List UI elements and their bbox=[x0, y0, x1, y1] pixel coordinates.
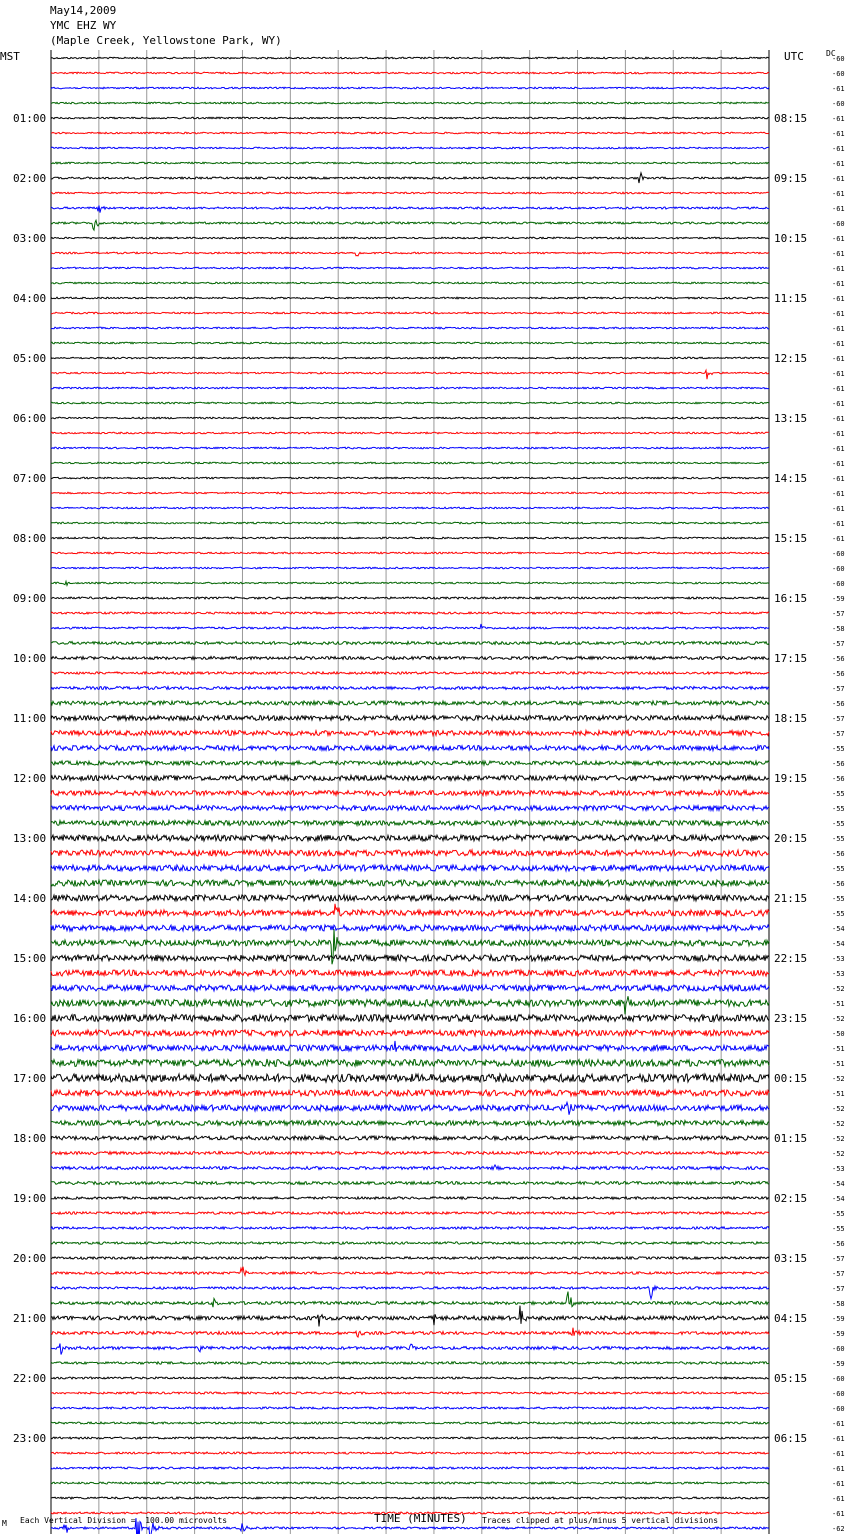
right-hour-label: 12:15 bbox=[774, 352, 808, 365]
dc-offset-label: -60 bbox=[832, 1390, 845, 1398]
dc-offset-label: -56 bbox=[832, 850, 845, 858]
seismic-trace-row bbox=[51, 267, 769, 269]
seismic-trace-row bbox=[51, 477, 769, 479]
dc-offset-label: -57 bbox=[832, 1270, 845, 1278]
left-hour-label: 13:00 bbox=[13, 832, 47, 845]
seismic-trace-row bbox=[51, 731, 769, 736]
seismic-trace-row bbox=[51, 1059, 769, 1067]
right-hour-label: 08:15 bbox=[774, 112, 808, 125]
seismic-trace-row bbox=[51, 297, 769, 299]
dc-offset-label: -50 bbox=[832, 1030, 845, 1038]
dc-offset-label: -53 bbox=[832, 970, 845, 978]
right-hour-label: 00:15 bbox=[774, 1072, 808, 1085]
seismic-trace-row bbox=[51, 192, 769, 194]
seismic-trace-row bbox=[51, 342, 769, 344]
seismic-trace-row bbox=[51, 387, 769, 389]
dc-offset-label: -55 bbox=[832, 835, 845, 843]
dc-offset-label: -61 bbox=[832, 235, 845, 243]
seismic-trace-row bbox=[51, 507, 769, 509]
seismic-trace-row bbox=[51, 672, 769, 674]
left-hour-label: 08:00 bbox=[13, 532, 47, 545]
seismic-trace-row bbox=[51, 865, 769, 871]
dc-offset-header: DC bbox=[826, 49, 836, 58]
right-hour-label: 20:15 bbox=[774, 832, 808, 845]
dc-offset-label: -59 bbox=[832, 595, 845, 603]
seismic-trace-row bbox=[51, 904, 769, 916]
dc-offset-label: -55 bbox=[832, 895, 845, 903]
dc-offset-label: -60 bbox=[832, 1405, 845, 1413]
right-hour-label: 19:15 bbox=[774, 772, 808, 785]
seismic-trace-row bbox=[51, 162, 769, 164]
left-hour-label: 15:00 bbox=[13, 952, 47, 965]
dc-offset-label: -60 bbox=[832, 220, 845, 228]
seismic-trace-row bbox=[51, 642, 769, 645]
dc-offset-label: -61 bbox=[832, 310, 845, 318]
seismic-trace-row bbox=[51, 173, 769, 183]
left-hour-label: 07:00 bbox=[13, 472, 47, 485]
seismic-trace-row bbox=[51, 970, 769, 976]
seismic-trace-row bbox=[51, 87, 769, 89]
dc-offset-label: -60 bbox=[832, 1375, 845, 1383]
left-hour-label: 23:00 bbox=[13, 1432, 47, 1445]
logo-mark: M bbox=[2, 1519, 7, 1528]
seismic-trace-row bbox=[51, 806, 769, 811]
dc-offset-label: -61 bbox=[832, 475, 845, 483]
left-hour-label: 06:00 bbox=[13, 412, 47, 425]
dc-offset-label: -60 bbox=[832, 580, 845, 588]
seismic-trace-row bbox=[51, 1437, 769, 1439]
right-hour-label: 05:15 bbox=[774, 1372, 808, 1385]
dc-offset-label: -59 bbox=[832, 1360, 845, 1368]
seismic-trace-row bbox=[51, 612, 769, 614]
left-hour-label: 17:00 bbox=[13, 1072, 47, 1085]
dc-offset-label: -61 bbox=[832, 355, 845, 363]
seismic-trace-row bbox=[51, 925, 769, 931]
dc-offset-label: -61 bbox=[832, 505, 845, 513]
dc-offset-label: -61 bbox=[832, 340, 845, 348]
seismic-trace-row bbox=[51, 1121, 769, 1126]
dc-offset-label: -61 bbox=[832, 85, 845, 93]
dc-offset-label: -60 bbox=[832, 55, 845, 63]
dc-offset-label: -61 bbox=[832, 1510, 845, 1518]
dc-offset-label: -61 bbox=[832, 130, 845, 138]
seismic-trace-row bbox=[51, 1242, 769, 1244]
seismic-trace-row bbox=[51, 220, 769, 230]
seismic-trace-row bbox=[51, 835, 769, 841]
right-hour-label: 09:15 bbox=[774, 172, 808, 185]
seismic-trace-row bbox=[51, 657, 769, 660]
x-axis-title: TIME (MINUTES) bbox=[374, 1512, 467, 1525]
dc-offset-label: -54 bbox=[832, 1180, 845, 1188]
seismic-trace-row bbox=[51, 370, 769, 379]
dc-offset-label: -61 bbox=[832, 400, 845, 408]
dc-offset-label: -58 bbox=[832, 1300, 845, 1308]
seismic-trace-row bbox=[51, 895, 769, 901]
scale-note: Each Vertical Division = 100.00 microvolts bbox=[20, 1516, 228, 1525]
right-hour-label: 21:15 bbox=[774, 892, 808, 905]
seismic-trace-row bbox=[51, 716, 769, 721]
dc-offset-label: -60 bbox=[832, 565, 845, 573]
dc-offset-label: -56 bbox=[832, 655, 845, 663]
seismic-trace-row bbox=[51, 117, 769, 119]
dc-offset-label: -56 bbox=[832, 880, 845, 888]
right-hour-label: 04:15 bbox=[774, 1312, 808, 1325]
header-station: YMC EHZ WY bbox=[50, 19, 117, 32]
dc-offset-label: -61 bbox=[832, 430, 845, 438]
dc-offset-label: -61 bbox=[832, 1450, 845, 1458]
right-hour-label: 15:15 bbox=[774, 532, 808, 545]
seismic-trace-row bbox=[51, 581, 769, 585]
dc-offset-label: -61 bbox=[832, 145, 845, 153]
left-hour-label: 11:00 bbox=[13, 712, 47, 725]
seismic-trace-row bbox=[51, 1377, 769, 1379]
seismic-trace-row bbox=[51, 252, 769, 256]
right-hour-label: 02:15 bbox=[774, 1192, 808, 1205]
seismic-traces bbox=[51, 57, 769, 1534]
dc-offset-label: -61 bbox=[832, 1420, 845, 1428]
seismic-trace-row bbox=[51, 624, 769, 629]
left-hour-label: 16:00 bbox=[13, 1012, 47, 1025]
seismic-trace-row bbox=[51, 1074, 769, 1082]
seismic-trace-row bbox=[51, 1344, 769, 1355]
right-hour-label: 11:15 bbox=[774, 292, 808, 305]
dc-offset-label: -61 bbox=[832, 460, 845, 468]
dc-offset-label: -61 bbox=[832, 190, 845, 198]
seismic-trace-row bbox=[51, 1182, 769, 1185]
seismic-trace-row bbox=[51, 1306, 769, 1327]
seismic-trace-row bbox=[51, 57, 769, 59]
dc-offset-label: -51 bbox=[832, 1045, 845, 1053]
seismic-trace-row bbox=[51, 1165, 769, 1170]
seismic-trace-row bbox=[51, 746, 769, 751]
seismic-trace-row bbox=[51, 402, 769, 404]
seismic-trace-row bbox=[51, 1152, 769, 1155]
dc-offset-label: -61 bbox=[832, 265, 845, 273]
dc-offset-label: -51 bbox=[832, 1000, 845, 1008]
dc-offset-label: -61 bbox=[832, 1435, 845, 1443]
seismic-trace-row bbox=[51, 447, 769, 449]
dc-offset-label: -61 bbox=[832, 445, 845, 453]
dc-offset-label: -55 bbox=[832, 745, 845, 753]
dc-offset-label: -61 bbox=[832, 280, 845, 288]
seismic-trace-row bbox=[51, 1362, 769, 1364]
seismic-trace-row bbox=[51, 282, 769, 284]
left-hour-label: 09:00 bbox=[13, 592, 47, 605]
dc-offset-label: -57 bbox=[832, 730, 845, 738]
seismic-trace-row bbox=[51, 1407, 769, 1409]
dc-offset-label: -57 bbox=[832, 685, 845, 693]
dc-offset-label: -55 bbox=[832, 865, 845, 873]
dc-offset-label: -52 bbox=[832, 1135, 845, 1143]
dc-offset-label: -60 bbox=[832, 70, 845, 78]
dc-offset-label: -61 bbox=[832, 520, 845, 528]
seismic-trace-row bbox=[51, 1422, 769, 1424]
seismic-trace-row bbox=[51, 462, 769, 464]
dc-offset-label: -53 bbox=[832, 1165, 845, 1173]
left-hour-label: 10:00 bbox=[13, 652, 47, 665]
header-date: May14,2009 bbox=[50, 4, 117, 17]
dc-offset-label: -51 bbox=[832, 1060, 845, 1068]
seismic-trace-row bbox=[51, 206, 769, 213]
dc-offset-label: -62 bbox=[832, 1525, 845, 1533]
seismic-trace-row bbox=[51, 1497, 769, 1499]
left-hour-label: 19:00 bbox=[13, 1192, 47, 1205]
dc-offset-label: -61 bbox=[832, 415, 845, 423]
dc-offset-label: -56 bbox=[832, 1240, 845, 1248]
left-hour-label: 14:00 bbox=[13, 892, 47, 905]
dc-offset-label: -60 bbox=[832, 1345, 845, 1353]
dc-offset-label: -60 bbox=[832, 550, 845, 558]
seismic-trace-row bbox=[51, 1197, 769, 1199]
dc-offset-label: -59 bbox=[832, 1315, 845, 1323]
left-hour-label: 04:00 bbox=[13, 292, 47, 305]
dc-offset-label: -61 bbox=[832, 325, 845, 333]
right-timezone-label: UTC bbox=[784, 50, 804, 63]
seismic-trace-row bbox=[51, 1267, 769, 1276]
right-hour-label: 06:15 bbox=[774, 1432, 808, 1445]
dc-offset-label: -53 bbox=[832, 955, 845, 963]
seismic-trace-row bbox=[51, 522, 769, 524]
dc-offset-label: -56 bbox=[832, 760, 845, 768]
left-hour-label: 18:00 bbox=[13, 1132, 47, 1145]
seismic-trace-row bbox=[51, 357, 769, 359]
dc-offset-label: -61 bbox=[832, 115, 845, 123]
seismic-trace-row bbox=[51, 1452, 769, 1454]
seismic-trace-row bbox=[51, 417, 769, 419]
seismic-trace-row bbox=[51, 1286, 769, 1299]
dc-offset-label: -52 bbox=[832, 1075, 845, 1083]
dc-offset-label: -61 bbox=[832, 175, 845, 183]
seismic-trace-row bbox=[51, 1467, 769, 1469]
dc-offset-label: -61 bbox=[832, 385, 845, 393]
dc-offset-label: -52 bbox=[832, 1015, 845, 1023]
seismic-trace-row bbox=[51, 687, 769, 690]
seismic-trace-row bbox=[51, 701, 769, 705]
seismic-trace-row bbox=[51, 597, 769, 599]
seismic-trace-row bbox=[51, 1227, 769, 1229]
dc-offset-label: -61 bbox=[832, 250, 845, 258]
seismic-trace-row bbox=[51, 1136, 769, 1140]
seismic-trace-row bbox=[51, 552, 769, 554]
clip-note: Traces clipped at plus/minus 5 vertical divisions bbox=[482, 1516, 719, 1525]
right-hour-label: 10:15 bbox=[774, 232, 808, 245]
seismic-trace-row bbox=[51, 492, 769, 494]
dc-offset-label: -61 bbox=[832, 295, 845, 303]
right-hour-label: 22:15 bbox=[774, 952, 808, 965]
seismic-trace-row bbox=[51, 432, 769, 434]
seismic-trace-row bbox=[51, 1090, 769, 1096]
right-hour-label: 01:15 bbox=[774, 1132, 808, 1145]
seismic-trace-row bbox=[51, 1041, 769, 1052]
dc-offset-label: -52 bbox=[832, 1105, 845, 1113]
left-hour-label: 01:00 bbox=[13, 112, 47, 125]
seismic-trace-row bbox=[51, 132, 769, 134]
right-hour-label: 03:15 bbox=[774, 1252, 808, 1265]
dc-offset-label: -61 bbox=[832, 1480, 845, 1488]
dc-offset-label: -61 bbox=[832, 160, 845, 168]
left-hour-label: 12:00 bbox=[13, 772, 47, 785]
dc-offset-label: -55 bbox=[832, 1210, 845, 1218]
seismic-trace-row bbox=[51, 1257, 769, 1259]
dc-offset-label: -51 bbox=[832, 1090, 845, 1098]
dc-offset-label: -61 bbox=[832, 535, 845, 543]
dc-offset-label: -52 bbox=[832, 1120, 845, 1128]
dc-offset-label: -56 bbox=[832, 670, 845, 678]
dc-offset-label: -57 bbox=[832, 1285, 845, 1293]
seismic-trace-row bbox=[51, 776, 769, 781]
right-hour-label: 14:15 bbox=[774, 472, 808, 485]
dc-offset-label: -56 bbox=[832, 700, 845, 708]
left-hour-label: 03:00 bbox=[13, 232, 47, 245]
seismic-trace-row bbox=[51, 1328, 769, 1337]
dc-offset-label: -61 bbox=[832, 370, 845, 378]
left-hour-label: 21:00 bbox=[13, 1312, 47, 1325]
dc-offset-label: -52 bbox=[832, 1150, 845, 1158]
seismic-trace-row bbox=[51, 1030, 769, 1036]
seismic-trace-row bbox=[51, 1102, 769, 1114]
dc-offset-label: -54 bbox=[832, 1195, 845, 1203]
right-hour-label: 17:15 bbox=[774, 652, 808, 665]
right-hour-label: 23:15 bbox=[774, 1012, 808, 1025]
dc-offset-label: -55 bbox=[832, 820, 845, 828]
seismic-trace-row bbox=[51, 537, 769, 539]
dc-offset-label: -55 bbox=[832, 910, 845, 918]
dc-offset-label: -61 bbox=[832, 1495, 845, 1503]
dc-offset-label: -57 bbox=[832, 715, 845, 723]
dc-offset-label: -58 bbox=[832, 625, 845, 633]
seismic-trace-row bbox=[51, 850, 769, 856]
right-hour-label: 16:15 bbox=[774, 592, 808, 605]
dc-offset-label: -55 bbox=[832, 1225, 845, 1233]
seismic-trace-row bbox=[51, 312, 769, 314]
dc-offset-label: -57 bbox=[832, 610, 845, 618]
dc-offset-label: -52 bbox=[832, 985, 845, 993]
seismic-trace-row bbox=[51, 880, 769, 886]
seismic-trace-row bbox=[51, 567, 769, 569]
dc-offset-label: -60 bbox=[832, 100, 845, 108]
seismic-trace-row bbox=[51, 1015, 769, 1022]
right-hour-label: 13:15 bbox=[774, 412, 808, 425]
seismic-trace-row bbox=[51, 985, 769, 991]
dc-offset-label: -56 bbox=[832, 775, 845, 783]
seismic-trace-row bbox=[51, 955, 769, 961]
seismic-trace-row bbox=[51, 102, 769, 104]
seismic-trace-row bbox=[51, 147, 769, 149]
dc-offset-label: -59 bbox=[832, 1330, 845, 1338]
dc-offset-label: -61 bbox=[832, 490, 845, 498]
dc-offset-label: -54 bbox=[832, 925, 845, 933]
seismic-trace-row bbox=[51, 996, 769, 1014]
left-hour-label: 02:00 bbox=[13, 172, 47, 185]
seismic-trace-row bbox=[51, 1212, 769, 1214]
seismic-trace-row bbox=[51, 1292, 769, 1308]
seismic-trace-row bbox=[51, 1482, 769, 1484]
seismic-trace-row bbox=[51, 791, 769, 796]
seismic-trace-row bbox=[51, 1392, 769, 1394]
left-hour-label: 20:00 bbox=[13, 1252, 47, 1265]
dc-offset-label: -61 bbox=[832, 1465, 845, 1473]
seismic-trace-row bbox=[51, 821, 769, 826]
left-hour-label: 22:00 bbox=[13, 1372, 47, 1385]
dc-offset-label: -55 bbox=[832, 805, 845, 813]
seismic-trace-row bbox=[51, 761, 769, 765]
header-location: (Maple Creek, Yellowstone Park, WY) bbox=[50, 34, 282, 47]
dc-offset-label: -57 bbox=[832, 1255, 845, 1263]
dc-offset-label: -55 bbox=[832, 790, 845, 798]
right-hour-label: 18:15 bbox=[774, 712, 808, 725]
seismic-trace-row bbox=[51, 327, 769, 329]
left-timezone-label: MST bbox=[0, 50, 20, 63]
seismic-trace-row bbox=[51, 237, 769, 239]
left-hour-label: 05:00 bbox=[13, 352, 47, 365]
dc-offset-label: -61 bbox=[832, 205, 845, 213]
seismic-trace-row bbox=[51, 72, 769, 74]
dc-offset-label: -54 bbox=[832, 940, 845, 948]
dc-offset-label: -57 bbox=[832, 640, 845, 648]
